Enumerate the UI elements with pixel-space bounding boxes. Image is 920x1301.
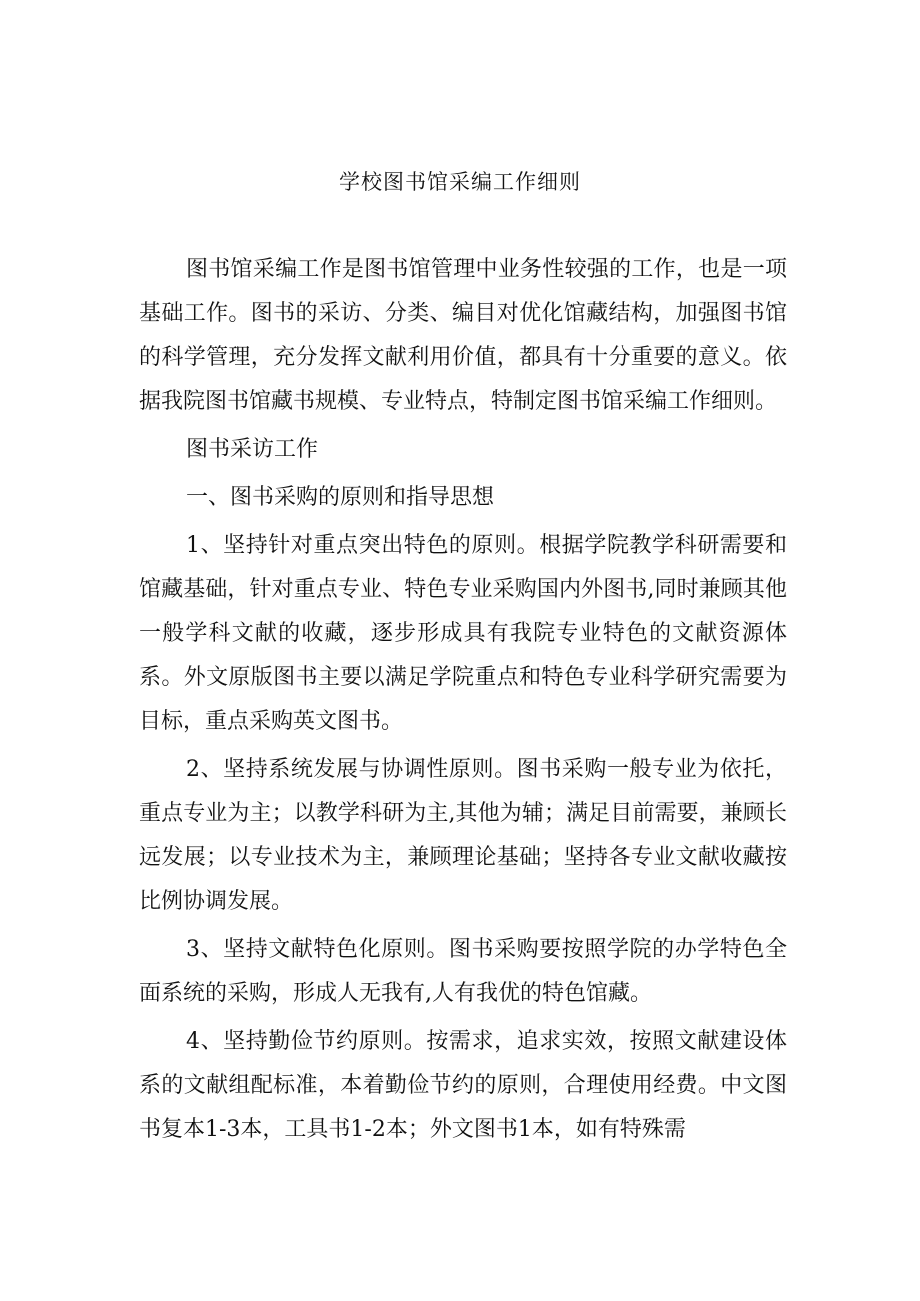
document-title: 学校图书馆采编工作细则	[339, 170, 581, 194]
section-heading-acquisition: 图书采访工作	[186, 437, 319, 462]
subsection-heading-principles: 一、图书采购的原则和指导思想	[186, 485, 495, 510]
paragraph-principle-2: 2、坚持系统发展与协调性原则。图书采购一般专业为依托，重点专业为主；以教学科研为主,其他为辅；满足目前需要，兼顾长远发展；以专业技术为主，兼顾理论基础；坚持各专业文献收藏按比例协调发展。	[139, 757, 787, 914]
paragraph-principle-4: 4、坚持勤俭节约原则。按需求，追求实效，按照文献建设体系的文献组配标准，本着勤俭节约的原则，合理使用经费。中文图书复本1-3本，工具书1-2本；外文图书1本，如有特殊需	[139, 1029, 787, 1142]
paragraph-principle-3: 3、坚持文献特色化原则。图书采购要按照学院的办学特色全面系统的采购，形成人无我有,人有我优的特色馆藏。	[139, 937, 787, 1006]
paragraph-principle-1: 1、坚持针对重点突出特色的原则。根据学院教学科研需要和馆藏基础，针对重点专业、特色专业采购国内外图书,同时兼顾其他一般学科文献的收藏，逐步形成具有我院专业特色的文献资源体系。外文原版图书主要以满足学院重点和特色专业科学研究需要为目标，重点采购英文图书。	[139, 533, 787, 734]
paragraph-intro: 图书馆采编工作是图书馆管理中业务性较强的工作，也是一项基础工作。图书的采访、分类、编目对优化馆藏结构，加强图书馆的科学管理，充分发挥文献利用价值，都具有十分重要的意义。依据我院图书馆藏书规模、专业特点，特制定图书馆采编工作细则。	[139, 257, 787, 414]
document-body	[139, 248, 787, 1152]
